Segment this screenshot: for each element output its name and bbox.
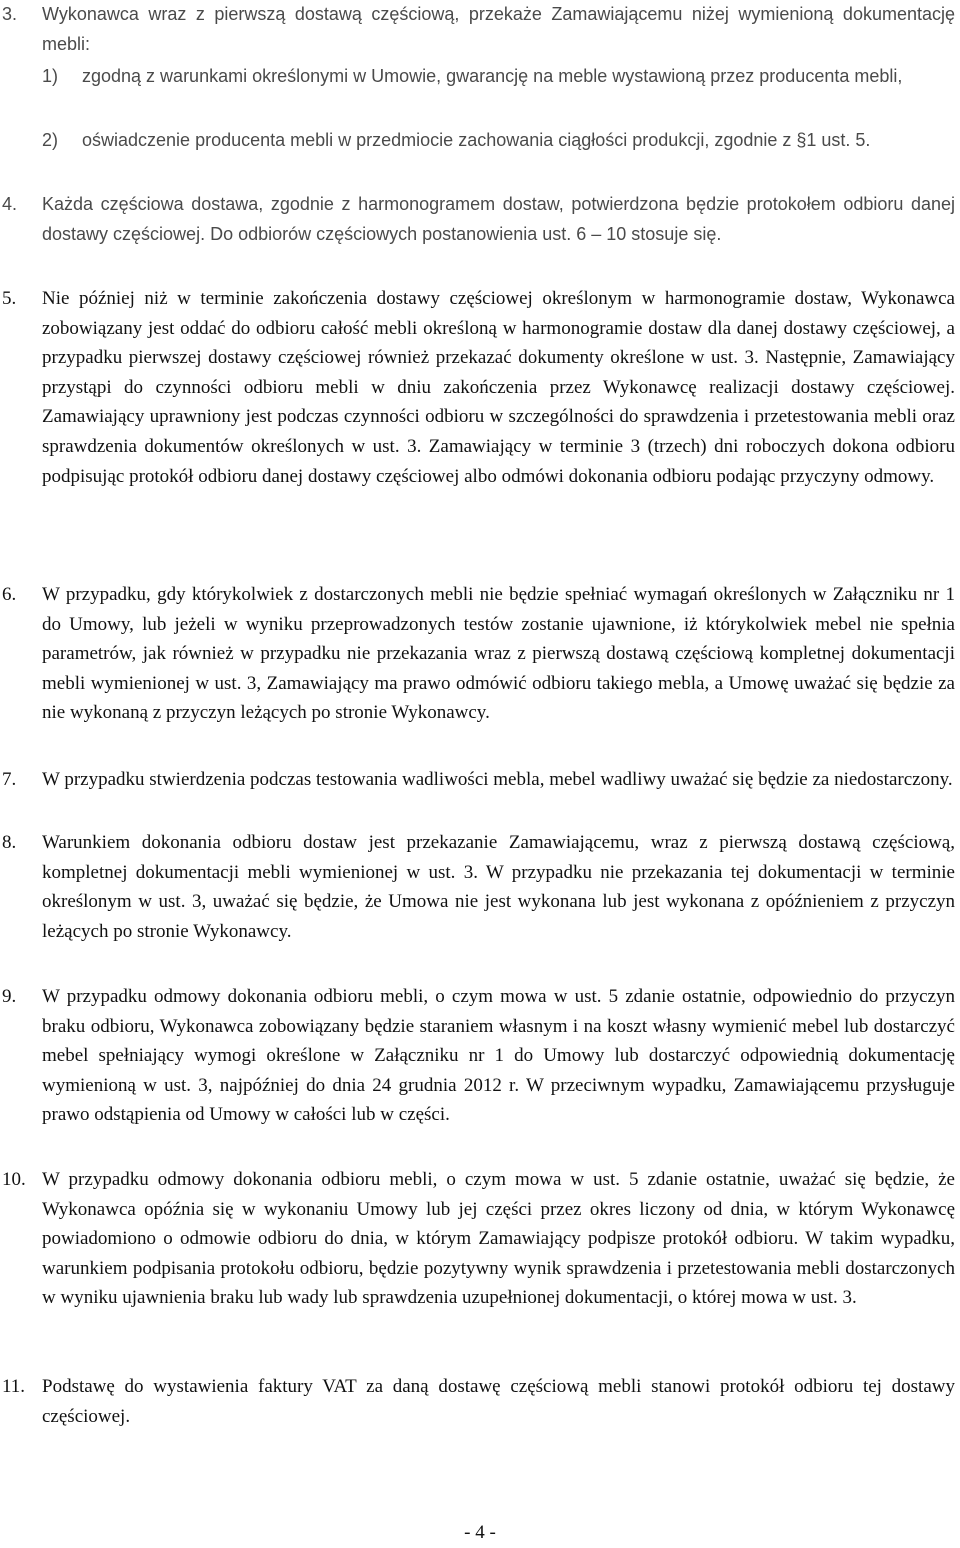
paragraph-number: 6. xyxy=(2,584,17,605)
paragraph-text: Każda częściowa dostawa, zgodnie z harmonogramem dostaw, potwierdzona będzie protokołem odbioru danej dostawy częściowej. Do odbiorów częściowych postanowienia ust. 6 – 10 stosuje się. xyxy=(42,194,955,244)
paragraph-4 xyxy=(0,190,960,249)
paragraph-number: 5. xyxy=(2,288,17,309)
page-number: - 4 - xyxy=(464,1522,496,1543)
paragraph-number: 8. xyxy=(2,832,17,853)
paragraph-6 xyxy=(0,580,960,728)
paragraph-text: W przypadku, gdy którykolwiek z dostarczonych mebli nie będzie spełniać wymagań określonych w Załączniku nr 1 do Umowy, lub jeżeli w wyniku przeprowadzonych testów zostanie ujawnione, iż którykolwiek mebel nie spełnia parametrów, jak również w przypadku nie przekazania wraz z pierwszą dostawą częściową kompletnej dokumentacji mebli wymienionej w ust. 3, Zamawiający ma prawo odmówić odbioru takiego mebla, a Umowę uważać się będzie za nie wykonaną z przyczyn leżących po stronie Wykonawcy. xyxy=(42,584,955,724)
paragraph-7 xyxy=(0,765,960,795)
paragraph-number: 9. xyxy=(2,986,17,1007)
paragraph-number: 3. xyxy=(2,4,18,24)
paragraph-10 xyxy=(0,1165,960,1313)
paragraph-text: Wykonawca wraz z pierwszą dostawą częściową, przekaże Zamawiającemu niżej wymienioną dokumentację mebli: xyxy=(42,4,955,54)
paragraph-text: Podstawę do wystawienia faktury VAT za daną dostawę częściową mebli stanowi protokół odbioru tej dostawy częściowej. xyxy=(42,1376,955,1427)
paragraph-11 xyxy=(0,1372,960,1431)
subitem-text: zgodną z warunkami określonymi w Umowie, gwarancję na meble wystawioną przez producenta mebli, xyxy=(82,66,903,86)
subitem-text: oświadczenie producenta mebli w przedmiocie zachowania ciągłości produkcji, zgodnie z §1 ust. 5. xyxy=(82,130,871,150)
paragraph-9 xyxy=(0,982,960,1130)
paragraph-number: 10. xyxy=(2,1169,26,1190)
paragraph-3 xyxy=(0,0,960,59)
paragraph-number: 4. xyxy=(2,194,18,214)
paragraph-text: W przypadku stwierdzenia podczas testowania wadliwości mebla, mebel wadliwy uważać się będzie za niedostarczony. xyxy=(42,769,953,790)
paragraph-5 xyxy=(0,284,960,491)
subitem-number: 2) xyxy=(42,130,59,150)
paragraph-number: 7. xyxy=(2,769,17,790)
subitem-2 xyxy=(42,126,955,156)
subitem-number: 1) xyxy=(42,66,59,86)
paragraph-text: Nie później niż w terminie zakończenia dostawy częściowej określonym w harmonogramie dostaw, Wykonawca zobowiązany jest oddać do odbioru całość mebli określoną w harmonogramie dostaw dla danej dostawy częściowej, a przypadku pierwszej dostawy częściowej również przekazać dokumenty określone w ust. 3. Następnie, Zamawiający przystąpi do czynności odbioru mebli w dniu zakończenia przez Wykonawcę realizacji dostawy częściowej. Zamawiający uprawniony jest podczas czynności odbioru w szczególności do sprawdzenia i przetestowania mebli oraz sprawdzenia dokumentów określonych w ust. 3. Zamawiający w terminie 3 (trzech) dni roboczych dokona odbioru podpisując protokół odbioru danej dostawy częściowej albo odmówi dokonania odbioru podając przyczyny odmowy. xyxy=(42,288,955,487)
paragraph-number: 11. xyxy=(2,1376,26,1397)
paragraph-text: W przypadku odmowy dokonania odbioru mebli, o czym mowa w ust. 5 zdanie ostatnie, odpowiednio do przyczyn braku odbioru, Wykonawca zobowiązany będzie staraniem własnym i na koszt własny wymienić mebel lub dostarczyć mebel spełniający wymogi określone w Załączniku nr 1 do Umowy lub dostarczyć odpowiednią dokumentację wymienioną w ust. 3, najpóźniej do dnia 24 grudnia 2012 r. W przeciwnym wypadku, Zamawiającemu przysługuje prawo odstąpienia od Umowy w całości lub w części. xyxy=(42,986,955,1126)
paragraph-text: Warunkiem dokonania odbioru dostaw jest przekazanie Zamawiającemu, wraz z pierwszą dostawą częściową, kompletnej dokumentacji mebli wymienionej w ust. 3. W przypadku nie przekazania tej dokumentacji w terminie określonym w ust. 3, uważać się będzie, że Umowa nie jest wykonana lub jest wykonana z opóźnieniem z przyczyn leżących po stronie Wykonawcy. xyxy=(42,832,955,942)
subitem-1 xyxy=(42,62,955,92)
paragraph-8 xyxy=(0,828,960,946)
paragraph-text: W przypadku odmowy dokonania odbioru mebli, o czym mowa w ust. 5 zdanie ostatnie, uważać się będzie, że Wykonawca opóźnia się w wykonaniu Umowy lub jej części przez okres liczony od dnia, w którym Wykonawcę powiadomiono o odmowie odbioru do dnia, w którym Zamawiający podpisze protokół odbioru. W takim wypadku, warunkiem podpisania protokołu odbioru, będzie pozytywny wynik sprawdzenia i przetestowania mebli dostarczonych w wyniku ujawnienia braku lub wady lub sprawdzenia uzupełnionej dokumentacji, o której mowa w ust. 3. xyxy=(42,1169,955,1309)
